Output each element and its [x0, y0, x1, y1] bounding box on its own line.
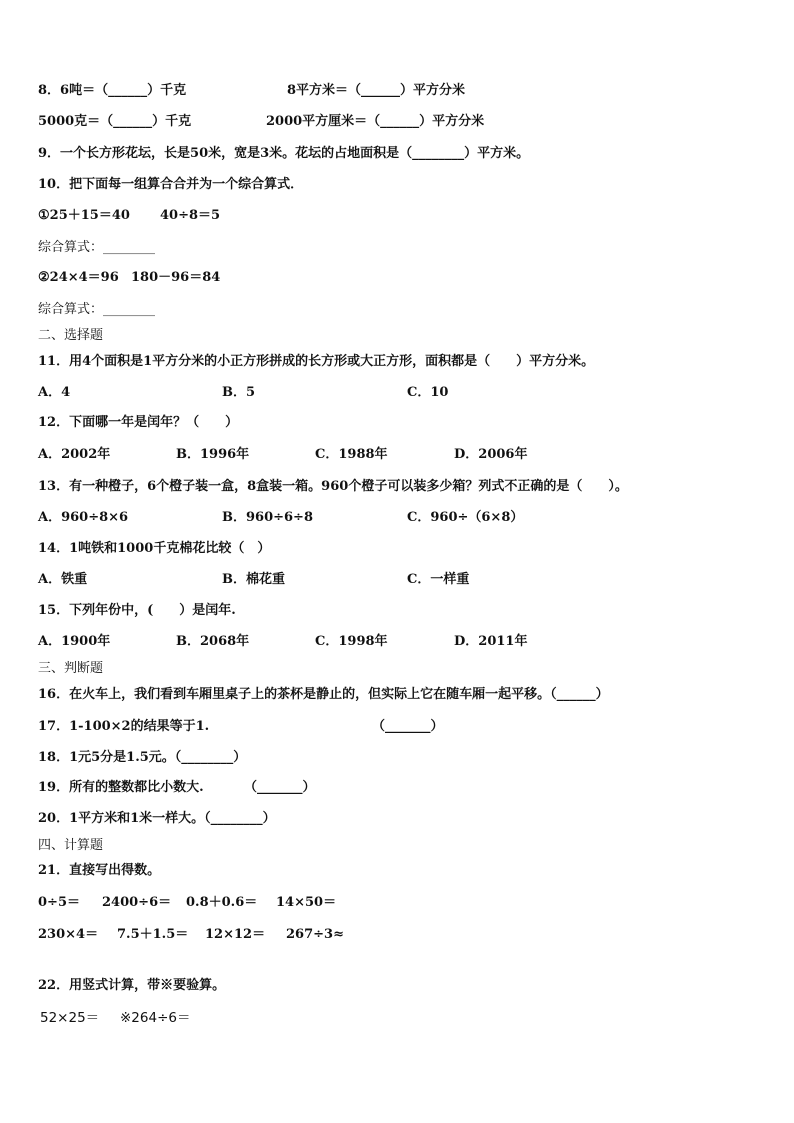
q8-sqcm-line: 2000平方厘米＝（______）平方分米	[266, 114, 485, 129]
question-15: 15．下列年份中，( ）是闰年.	[38, 603, 236, 618]
q10-group1-second: 40÷8＝5	[160, 208, 221, 223]
q13-option-c: C．960÷（6×8）	[407, 510, 524, 525]
q15-option-a: A．1900年	[38, 634, 111, 649]
question-13: 13．有一种橙子，6个橙子装一盒，8盒装一箱。960个橙子可以装多少箱？列式不正确的是（ ）。	[38, 479, 628, 494]
q21-item-8: 267÷3≈	[286, 927, 344, 942]
section-heading-choice: 二、选择题	[38, 328, 104, 343]
q10-group2-second: 180－96＝84	[131, 270, 221, 285]
q10-combined-2: 综合算式：________	[38, 302, 156, 317]
q12-option-b: B．1996年	[176, 447, 250, 462]
q21-item-4: 14×50＝	[276, 895, 337, 910]
q17-answer-blank: （_______）	[372, 719, 444, 734]
q21-item-1: 0÷5＝	[38, 895, 80, 910]
question-10: 10．把下面每一组算合合并为一个综合算式．	[38, 177, 304, 192]
q10-group2-first: ②24×4＝96	[38, 270, 119, 285]
section-heading-judgement: 三、判断题	[38, 661, 104, 676]
question-12: 12．下面哪一年是闰年？（ ）	[38, 415, 239, 430]
q15-option-b: B．2068年	[176, 634, 250, 649]
question-14: 14．1吨铁和1000千克棉花比较（ ）	[38, 541, 271, 556]
q10-group1-first: ①25＋15＝40	[38, 208, 130, 223]
question-21: 21．直接写出得数。	[38, 863, 161, 878]
q21-item-7: 12×12＝	[205, 927, 266, 942]
question-9: 9．一个长方形花坛，长是50米，宽是3米。花坛的占地面积是（________）平方米。	[38, 146, 530, 161]
q12-option-c: C．1988年	[315, 447, 388, 462]
q22-item-1: 52×25＝	[40, 1010, 100, 1026]
q11-option-b: B．5	[222, 385, 256, 400]
question-16: 16．在火车上，我们看到车厢里桌子上的茶杯是静止的，但实际上它在随车厢一起平移。（______）	[38, 687, 609, 702]
q19-answer-blank: （_______）	[244, 780, 316, 795]
q11-option-c: C．10	[407, 385, 449, 400]
question-22: 22．用竖式计算，带※要验算。	[38, 978, 226, 993]
q15-option-c: C．1998年	[315, 634, 388, 649]
q21-item-2: 2400÷6＝	[102, 895, 172, 910]
q13-option-b: B．960÷6÷8	[222, 510, 314, 525]
q21-item-6: 7.5＋1.5＝	[117, 927, 189, 942]
question-20: 20．1平方米和1米一样大。（________）	[38, 811, 276, 826]
q14-option-c: C．一样重	[407, 572, 470, 587]
q15-option-d: D．2011年	[454, 634, 528, 649]
question-18: 18．1元5分是1.5元。（________）	[38, 750, 247, 765]
q14-option-b: B．棉花重	[222, 572, 285, 587]
q8-sqm-line: 8平方米＝（______）平方分米	[287, 83, 466, 98]
q8-grams-line: 5000克＝（______）千克	[38, 114, 192, 129]
q22-item-2: ※264÷6＝	[120, 1010, 191, 1026]
q13-option-a: A．960÷8×6	[38, 510, 129, 525]
q14-option-a: A．铁重	[38, 572, 88, 587]
q21-item-5: 230×4＝	[38, 927, 99, 942]
q21-item-3: 0.8＋0.6＝	[186, 895, 258, 910]
q11-option-a: A．4	[38, 385, 71, 400]
section-heading-calc: 四、计算题	[38, 838, 104, 853]
question-11: 11．用4个面积是1平方分米的小正方形拼成的长方形或大正方形，面积都是（ ）平方分米。	[38, 354, 595, 369]
question-17: 17．1-100×2的结果等于1.	[38, 719, 210, 734]
q8-tons-line: 8．6吨＝（______）千克	[38, 83, 187, 98]
q10-combined-1: 综合算式：________	[38, 240, 156, 255]
question-19: 19．所有的整数都比小数大.	[38, 780, 204, 795]
q12-option-a: A．2002年	[38, 447, 111, 462]
q12-option-d: D．2006年	[454, 447, 528, 462]
